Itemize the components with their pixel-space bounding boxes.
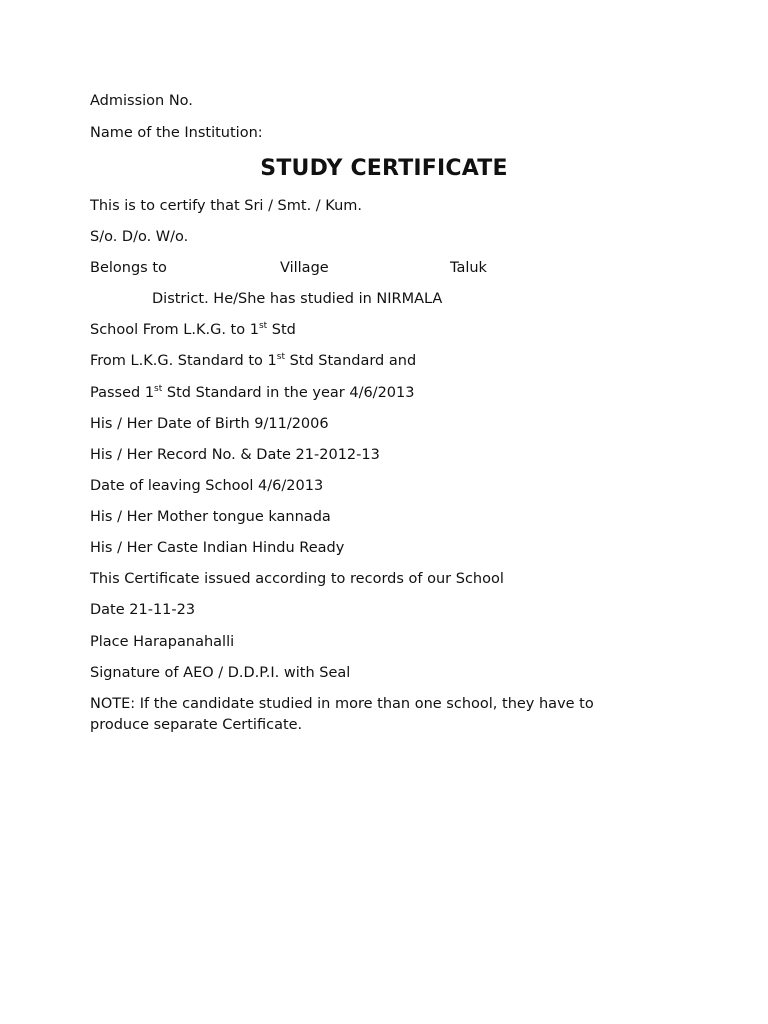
school-from-text: School From L.K.G. to 1 bbox=[90, 322, 259, 338]
passed-line bbox=[90, 383, 414, 403]
note-paragraph: NOTE: If the candidate studied in more than one school, they have to produce separate Certificate. bbox=[90, 696, 594, 733]
school-from-line bbox=[90, 320, 296, 340]
from-lkg-text: From L.K.G. Standard to 1 bbox=[90, 353, 277, 369]
relation-line: S/o. D/o. W/o. bbox=[90, 229, 189, 245]
belongs-to-label: Belongs to bbox=[90, 260, 167, 276]
belongs-line bbox=[90, 258, 167, 278]
from-lkg-superscript: st bbox=[276, 352, 285, 362]
school-from-superscript: st bbox=[258, 321, 268, 331]
date-line: Date 21-11-23 bbox=[90, 602, 196, 618]
from-lkg-std: Std Standard and bbox=[284, 353, 417, 369]
taluk-label: Taluk bbox=[450, 260, 487, 276]
village-label: Village bbox=[280, 260, 329, 276]
document-title: STUDY CERTIFICATE bbox=[260, 156, 508, 181]
leaving-date-line: Date of leaving School 4/6/2013 bbox=[90, 478, 324, 494]
admission-no-label: Admission No. bbox=[90, 93, 193, 109]
passed-year: Std Standard in the year 4/6/2013 bbox=[162, 385, 415, 401]
date-of-birth-line: His / Her Date of Birth 9/11/2006 bbox=[90, 416, 329, 432]
certify-line: This is to certify that Sri / Smt. / Kum. bbox=[90, 198, 362, 214]
school-from-std: Std bbox=[267, 322, 296, 338]
from-lkg-line bbox=[90, 351, 416, 371]
institution-name-label: Name of the Institution: bbox=[90, 125, 263, 141]
issued-line: This Certificate issued according to records of our School bbox=[90, 571, 504, 587]
record-line: His / Her Record No. & Date 21-2012-13 bbox=[90, 447, 380, 463]
place-line: Place Harapanahalli bbox=[90, 634, 235, 650]
mother-tongue-line: His / Her Mother tongue kannada bbox=[90, 509, 331, 525]
signature-line: Signature of AEO / D.D.P.I. with Seal bbox=[90, 665, 351, 681]
district-line: District. He/She has studied in NIRMALA bbox=[152, 291, 443, 307]
passed-superscript: st bbox=[154, 384, 163, 394]
passed-text: Passed 1 bbox=[90, 385, 155, 401]
caste-line: His / Her Caste Indian Hindu Ready bbox=[90, 540, 345, 556]
